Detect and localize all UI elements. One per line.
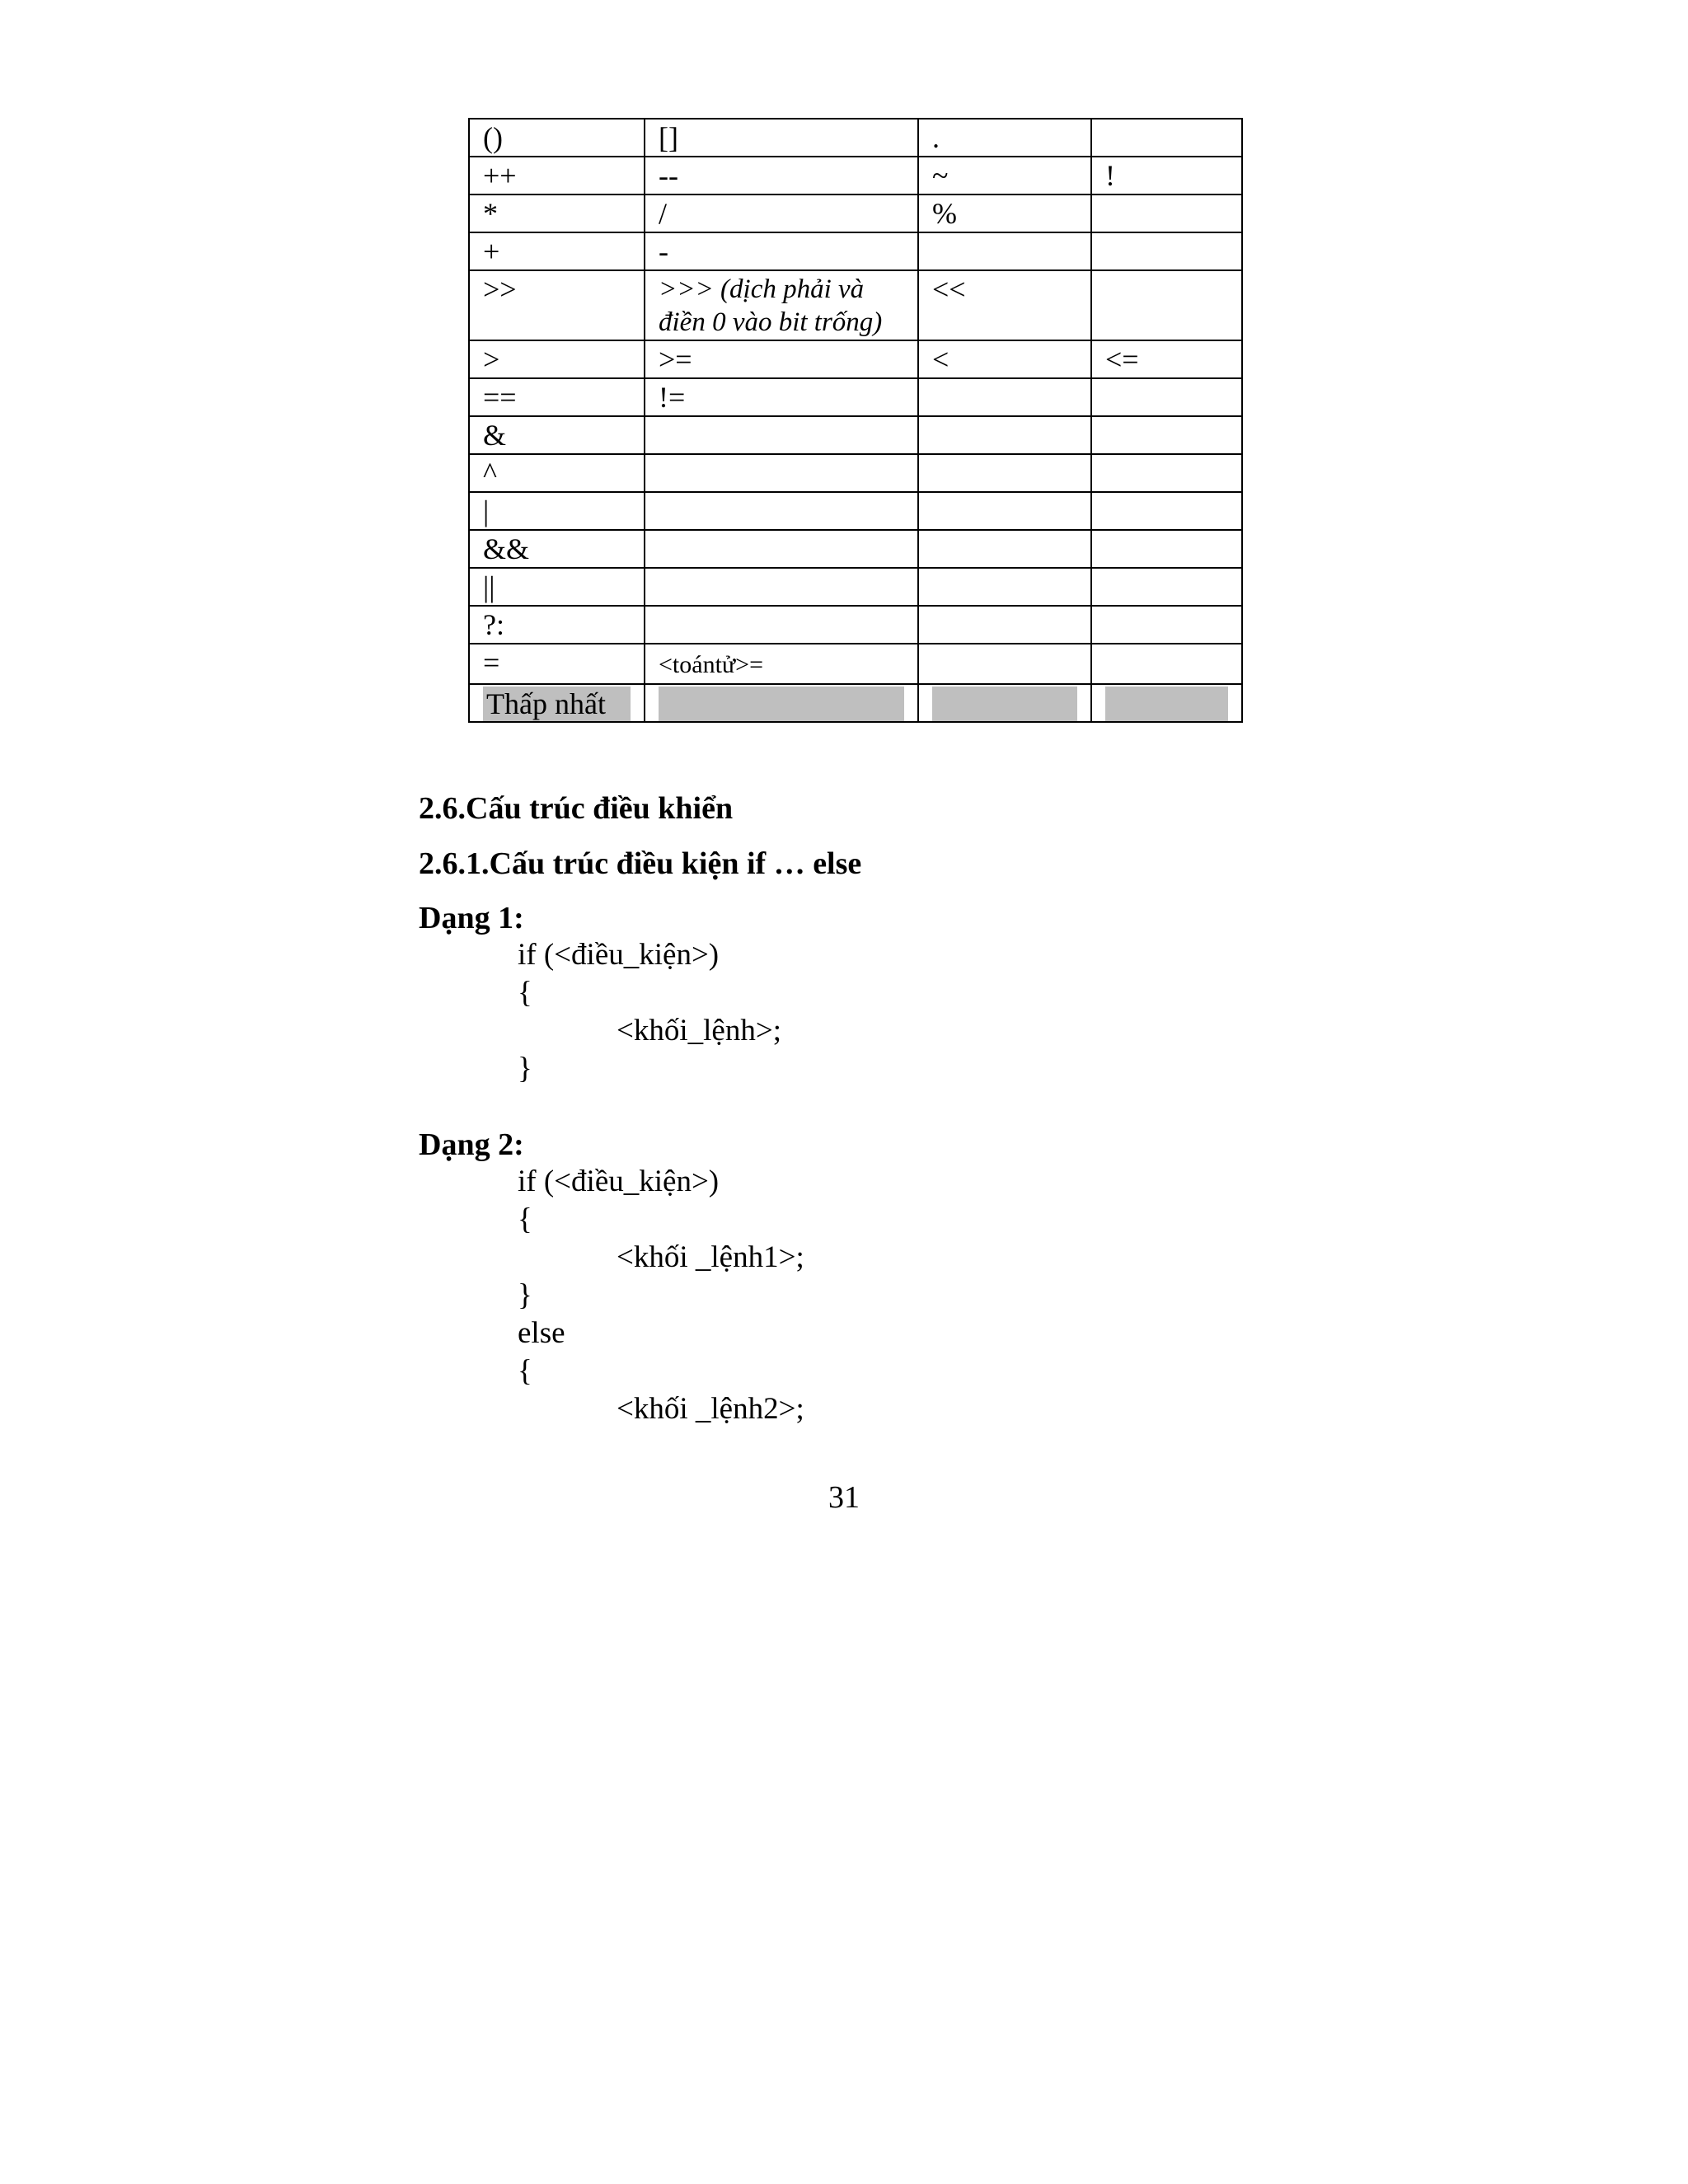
table-cell [645, 492, 918, 530]
table-cell [1091, 644, 1242, 684]
compound-assign-op: <toántử>= [659, 651, 764, 678]
table-cell [1091, 194, 1242, 232]
table-cell [918, 232, 1091, 270]
shaded-cell [932, 687, 1077, 721]
table-cell [918, 530, 1091, 568]
table-cell: >> [469, 270, 645, 340]
table-cell: >= [645, 340, 918, 378]
code-line: <khối_lệnh>; [617, 1014, 781, 1047]
table-cell [1091, 270, 1242, 340]
table-cell: ?: [469, 606, 645, 644]
table-cell [918, 454, 1091, 492]
table-cell: | [469, 492, 645, 530]
table-cell: % [918, 194, 1091, 232]
table-row [469, 416, 1242, 454]
code-line: { [518, 1354, 532, 1388]
table-cell: ! [1091, 157, 1242, 194]
table-cell: & [469, 416, 645, 454]
table-cell: != [645, 378, 918, 416]
table-cell: + [469, 232, 645, 270]
form1-label: Dạng 1: [419, 901, 524, 935]
table-row [469, 378, 1242, 416]
table-cell [918, 492, 1091, 530]
table-cell [918, 644, 1091, 684]
form2-label: Dạng 2: [419, 1127, 524, 1162]
table-row [469, 454, 1242, 492]
table-cell [645, 684, 918, 722]
table-row [469, 568, 1242, 606]
table-row [469, 644, 1242, 684]
table-cell: - [645, 232, 918, 270]
table-cell [1091, 416, 1242, 454]
table-cell [469, 684, 645, 722]
table-row-lowest [469, 684, 1242, 722]
table-cell [645, 454, 918, 492]
code-line: if (<điều_kiện>) [518, 938, 720, 972]
operator-precedence-table [468, 118, 1243, 723]
table-row [469, 119, 1242, 157]
table-cell: [] [645, 119, 918, 157]
page-number: 31 [828, 1480, 860, 1515]
table-cell: << [918, 270, 1091, 340]
table-cell: < [918, 340, 1091, 378]
table-cell [645, 416, 918, 454]
table-cell: ++ [469, 157, 645, 194]
table-cell [918, 606, 1091, 644]
table-cell [918, 568, 1091, 606]
table-cell [1091, 492, 1242, 530]
table-row [469, 194, 1242, 232]
table-row [469, 270, 1242, 340]
code-line: if (<điều_kiện>) [518, 1165, 720, 1198]
code-line: } [518, 1052, 532, 1085]
table-cell [918, 378, 1091, 416]
table-cell: && [469, 530, 645, 568]
section-heading: 2.6.Cấu trúc điều khiển [419, 791, 734, 826]
table-cell: <= [1091, 340, 1242, 378]
table-cell [1091, 378, 1242, 416]
code-line: } [518, 1278, 532, 1312]
table-cell [1091, 454, 1242, 492]
shaded-cell [659, 687, 904, 721]
table-cell: -- [645, 157, 918, 194]
code-line: <khối _lệnh1>; [617, 1240, 804, 1274]
table-cell: () [469, 119, 645, 157]
table-cell [645, 568, 918, 606]
table-cell: ~ [918, 157, 1091, 194]
table-row [469, 232, 1242, 270]
table-cell [1091, 568, 1242, 606]
subsection-heading: 2.6.1.Cấu trúc điều kiện if … else [419, 846, 862, 881]
table-cell [1091, 232, 1242, 270]
table-cell: > [469, 340, 645, 378]
table-cell: / [645, 194, 918, 232]
code-line: else [518, 1316, 565, 1350]
table-cell [1091, 119, 1242, 157]
code-line: <khối _lệnh2>; [617, 1392, 804, 1426]
table-cell: . [918, 119, 1091, 157]
table-cell [645, 270, 918, 340]
table-row [469, 492, 1242, 530]
table-row [469, 606, 1242, 644]
table-cell [1091, 684, 1242, 722]
table-cell: == [469, 378, 645, 416]
table-cell [918, 684, 1091, 722]
code-line: { [518, 1202, 532, 1236]
table-row [469, 340, 1242, 378]
table-cell [645, 606, 918, 644]
table-cell [645, 530, 918, 568]
table-cell [1091, 606, 1242, 644]
table-row [469, 157, 1242, 194]
lowest-precedence-label: Thấp nhất [483, 687, 631, 721]
table-row [469, 530, 1242, 568]
table-cell: || [469, 568, 645, 606]
table-cell: ^ [469, 454, 645, 492]
table-cell [1091, 530, 1242, 568]
table-cell: * [469, 194, 645, 232]
table-cell [645, 644, 918, 684]
unsigned-shift-note: >>> (dịch phải và điền 0 vào bit trống) [659, 274, 883, 337]
table-cell [918, 416, 1091, 454]
code-line: { [518, 976, 532, 1010]
table-cell: = [469, 644, 645, 684]
shaded-cell [1105, 687, 1228, 721]
